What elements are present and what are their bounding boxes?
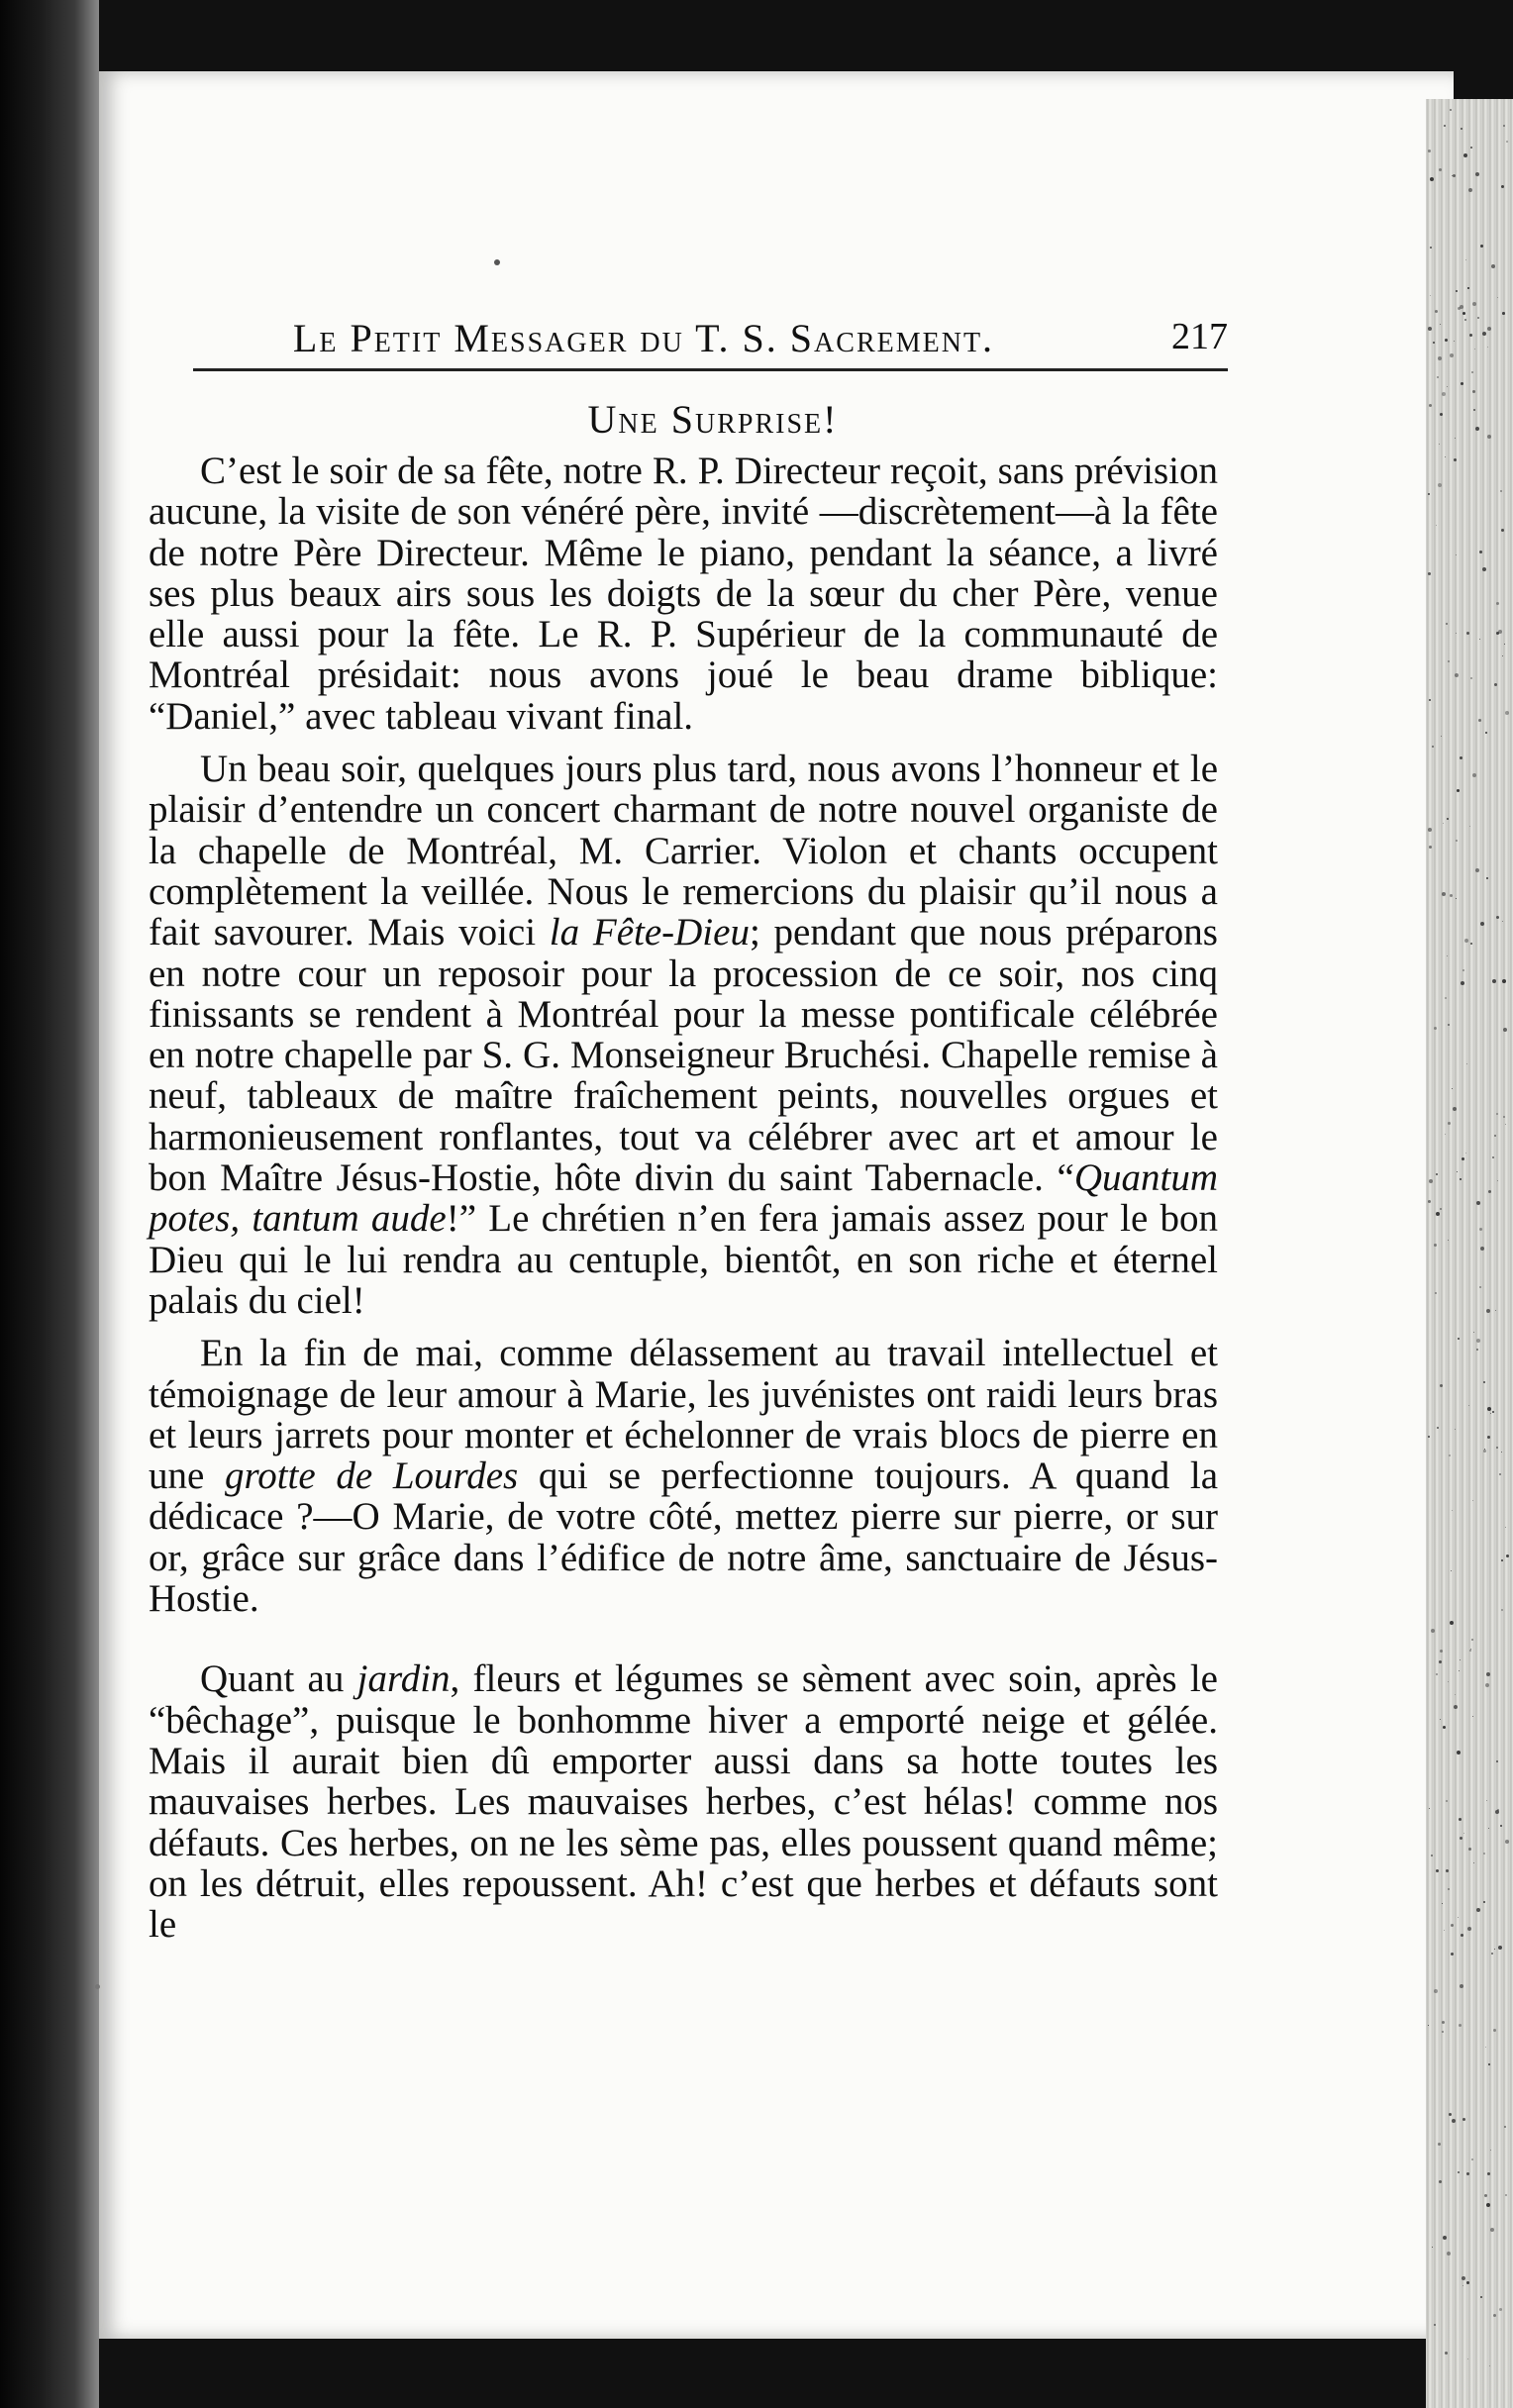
speckle xyxy=(1435,1292,1437,1294)
speckle xyxy=(1502,921,1503,922)
italic-phrase: jardin xyxy=(356,1657,451,1701)
speckle xyxy=(1448,660,1450,662)
speckle xyxy=(1497,1180,1498,1181)
speckle xyxy=(1501,529,1504,532)
speckle xyxy=(1450,353,1454,357)
speckle xyxy=(1472,1500,1473,1501)
speckle xyxy=(1445,997,1447,999)
speckle xyxy=(1488,2063,1490,2065)
speckle xyxy=(1498,630,1502,634)
speckle xyxy=(1505,1840,1509,1844)
speckle xyxy=(1454,341,1455,342)
speckle xyxy=(1470,943,1472,945)
running-title: Le Petit Messager du T. S. Sacrement. xyxy=(292,316,995,360)
speckle xyxy=(1463,969,1464,971)
speckle xyxy=(1428,493,1430,495)
speckle xyxy=(1428,327,1432,331)
speckle xyxy=(1473,1332,1474,1333)
speckle xyxy=(1499,1473,1501,1475)
speckle xyxy=(1497,1809,1499,1811)
speckle xyxy=(1459,1670,1460,1671)
speckle xyxy=(1479,1228,1482,1231)
speckle xyxy=(1490,2228,1494,2232)
speckle xyxy=(1439,1660,1442,1663)
speckle xyxy=(1440,1208,1442,1210)
speckle xyxy=(1456,554,1457,555)
speckle xyxy=(1470,677,1472,679)
speckle xyxy=(1498,1946,1502,1950)
speckle xyxy=(1501,1609,1503,1611)
paragraph-text: C’est le soir de sa fête, notre R. P. Directeur reçoit, sans prévision aucune, la visite de son vénéré père, invité —discrètement—à la fête de notre Père Directeur. Même le piano, pendant la séance, a livré ses plus beaux airs sous les doigts de la sœur du cher Père, venue elle aussi pour la fête. Le R. P. Supérieur de la communauté de Montréal présidait: nous avons joué le beau drame biblique: “Daniel,” avec tableau vivant final. xyxy=(149,450,1218,738)
speckle xyxy=(1428,1436,1430,1438)
speckle xyxy=(1496,1760,1498,1762)
paragraph xyxy=(149,1658,1218,1945)
speckle xyxy=(1500,490,1502,492)
speckle xyxy=(1455,438,1456,439)
speckle xyxy=(1475,172,1479,176)
speckle xyxy=(1494,1949,1495,1950)
speckle xyxy=(1438,356,1442,360)
speckle xyxy=(1436,1869,1439,1872)
speckle xyxy=(1439,444,1440,445)
speckle xyxy=(1446,1869,1449,1872)
speckle xyxy=(1490,2150,1491,2151)
speckle xyxy=(1429,404,1432,407)
page-number: 217 xyxy=(1171,316,1228,357)
speckle xyxy=(1440,1384,1443,1387)
speckle xyxy=(1493,2314,1496,2317)
speckle xyxy=(1461,981,1464,985)
speckle xyxy=(1475,427,1479,431)
speckle xyxy=(1442,892,1446,896)
speckle xyxy=(1440,324,1441,325)
speckle xyxy=(1428,1200,1431,1203)
speckle xyxy=(1441,736,1442,737)
paragraph xyxy=(149,1333,1218,1619)
speckle xyxy=(1491,264,1495,268)
speckle xyxy=(1485,732,1487,734)
speckle xyxy=(1431,1855,1433,1856)
speckle xyxy=(1503,1028,1507,1032)
speckle xyxy=(1496,916,1499,919)
speckle xyxy=(1503,1116,1505,1118)
speckle xyxy=(1440,1719,1441,1720)
speckle xyxy=(1445,456,1446,457)
speckle xyxy=(1439,2180,1442,2183)
speckle xyxy=(1456,633,1457,634)
speckle xyxy=(1487,1436,1490,1439)
speckle xyxy=(1492,979,1496,983)
speckle xyxy=(1494,1135,1496,1137)
speckle xyxy=(1502,312,1505,315)
speckle xyxy=(1462,2276,1465,2280)
speckle xyxy=(1444,1930,1445,1931)
speckle xyxy=(1483,1381,1485,1383)
speckle xyxy=(1440,1650,1443,1653)
speckle xyxy=(1461,1934,1463,1937)
speckle xyxy=(1455,1429,1456,1430)
speckle xyxy=(1444,125,1446,127)
speckle xyxy=(1463,2118,1465,2121)
speckle xyxy=(1500,1825,1502,1827)
speckle xyxy=(1460,756,1463,759)
speckle xyxy=(1458,1338,1460,1340)
speckle xyxy=(1476,1339,1480,1343)
paragraph-text: qui se perfectionne toujours. A quand la dédicace ?—O Marie, de votre côté, mettez pierre sur pierre, or sur or, grâce sur grâce dans l’édifice de notre âme, sanctuaire de Jésus-Hostie. xyxy=(149,1455,1218,1621)
speckle xyxy=(1480,1247,1484,1251)
speckle xyxy=(1452,2119,1456,2123)
paragraph-text: !” Le chrétien n’en fera jamais assez pour le bon Dieu qui le lui rendra au centuple, bientôt, en son riche et éternel palais du ciel! xyxy=(149,1197,1218,1322)
speckle xyxy=(1462,1157,1464,1160)
paragraph-text: , fleurs et légumes se sèment avec soin, après le “bêchage”, puisque le bonhomme hiver a emporté neige et gélée. Mais il aurait bien dû emporter aussi dans sa hotte toutes les mauvaises herbes. Les mauvaises herbes, c’est hélas! comme nos défauts. Ces herbes, on ne les sème pas, elles poussent quand même; on les détruit, elles repoussent. Ah! c’est que herbes et défauts sont le xyxy=(149,1657,1218,1947)
speckle xyxy=(1502,655,1503,656)
speckle xyxy=(1448,1024,1450,1026)
speckle xyxy=(1490,1413,1491,1414)
page-stack-edge xyxy=(1426,99,1513,2408)
paragraph xyxy=(149,749,1218,1321)
speckle xyxy=(1483,1450,1486,1453)
speckle xyxy=(1496,1447,1498,1449)
speckle xyxy=(1465,1153,1466,1154)
speckle xyxy=(1491,1953,1493,1955)
speckle xyxy=(1487,327,1491,331)
speckle xyxy=(1428,150,1431,152)
speckle xyxy=(1464,319,1466,321)
speckle xyxy=(1456,840,1458,842)
speckle xyxy=(1445,339,1448,342)
speckle xyxy=(1428,2025,1429,2026)
speckle xyxy=(1430,177,1434,181)
speckle xyxy=(1472,390,1475,393)
speckle xyxy=(1497,297,1498,298)
speckle xyxy=(1454,458,1457,461)
italic-phrase: la Fête-Dieu xyxy=(549,911,750,954)
speckle xyxy=(1457,1751,1461,1755)
paragraph-text: ; pendant que nous préparons en notre cour un reposoir pour la procession de ce soir, nos cinq finissants se rendent à Montréal pour la messe pontificale célébrée en notre chapelle par S. G. Monseigneur Bruchési. Chapelle remise à neuf, tableaux de maître fraîchement peints, nouvelles orgues et harmonieusement ronflantes, tout va célébrer avec art et amour le bon Maître Jésus-Hostie, hôte divin du saint Tabernacle. “ xyxy=(149,911,1218,1200)
speckle xyxy=(1470,147,1472,149)
speckle xyxy=(1461,128,1463,130)
speckle xyxy=(1435,310,1438,313)
speckle xyxy=(1442,1903,1443,1904)
speckle xyxy=(1437,376,1439,378)
speckle xyxy=(1460,1984,1463,1988)
speckle xyxy=(1429,1179,1433,1183)
speckle xyxy=(1448,1681,1449,1682)
speckle xyxy=(1472,1716,1473,1717)
speckle xyxy=(1469,826,1470,827)
speckle xyxy=(1471,2158,1473,2160)
speckle xyxy=(1445,1134,1446,1135)
speckle xyxy=(1505,1527,1506,1528)
speckle xyxy=(1449,2113,1452,2116)
speckle xyxy=(1448,1122,1451,1125)
speckle xyxy=(1443,2236,1447,2240)
speckle xyxy=(1432,746,1434,748)
speckle xyxy=(1504,2126,1506,2128)
speckle xyxy=(1449,1455,1451,1456)
ink-speck xyxy=(494,259,500,265)
article-title: Une Surprise! xyxy=(587,397,839,442)
speckle xyxy=(1465,259,1466,260)
speckle xyxy=(1428,828,1432,832)
speckle xyxy=(1468,1405,1469,1406)
speckle xyxy=(1486,1309,1490,1313)
speckle xyxy=(1456,290,1458,292)
speckle xyxy=(1486,877,1488,879)
speckle xyxy=(1506,1555,1509,1557)
speckle xyxy=(1482,332,1486,336)
speckle xyxy=(1475,868,1479,872)
speckle xyxy=(1496,602,1499,605)
speckle xyxy=(1488,1190,1491,1193)
speckle xyxy=(1476,1201,1480,1205)
speckle xyxy=(1471,371,1473,373)
speckle xyxy=(1476,1349,1478,1351)
speckle xyxy=(1504,644,1505,645)
speckle xyxy=(1436,1212,1440,1216)
ink-speck xyxy=(95,1984,100,1989)
speckle xyxy=(1447,955,1448,956)
speckle xyxy=(1458,1917,1459,1918)
speckle xyxy=(1438,2143,1441,2146)
speckle xyxy=(1487,2172,1490,2175)
speckle xyxy=(1440,413,1443,416)
speckle xyxy=(1443,823,1444,824)
speckle xyxy=(1446,1800,1448,1802)
speckle xyxy=(1492,1156,1494,1158)
speckle xyxy=(1479,639,1480,640)
speckle xyxy=(1429,846,1432,849)
speckle xyxy=(1466,2172,1469,2175)
speckle xyxy=(1452,1510,1453,1511)
header-rule xyxy=(193,368,1228,371)
speckle xyxy=(1436,525,1437,526)
speckle xyxy=(1474,349,1475,350)
speckle xyxy=(1453,1107,1457,1111)
speckle xyxy=(1463,312,1465,315)
speckle xyxy=(1493,2029,1496,2032)
speckle xyxy=(1501,185,1504,188)
speckle xyxy=(1483,1853,1485,1855)
speckle xyxy=(1499,2308,1502,2311)
speckle xyxy=(1502,979,1506,983)
italic-phrase: Quantum potes, tantum aude xyxy=(149,1156,1218,1241)
speckle xyxy=(1438,483,1442,487)
speckle xyxy=(1437,1427,1439,1429)
speckle xyxy=(1460,1178,1462,1180)
speckle xyxy=(1477,317,1479,319)
paragraph-text: En la fin de mai, comme délassement au travail intellectuel et témoignage de leur amour à Marie, les juvénistes ont raidi leurs bras et leurs jarrets pour monter et échelonner de vrais blocs de pierre en une xyxy=(149,1332,1218,1498)
speckle xyxy=(1492,1411,1494,1413)
speckle xyxy=(1431,1629,1435,1633)
speckle xyxy=(1505,711,1509,715)
speckle xyxy=(1453,174,1456,177)
speckle xyxy=(1456,898,1457,899)
paragraph xyxy=(149,451,1218,737)
speckle xyxy=(1448,1240,1449,1241)
speckle xyxy=(1457,789,1460,792)
speckle xyxy=(1478,719,1481,722)
speckle xyxy=(1479,1286,1481,1288)
paragraph-text: Quant au xyxy=(200,1657,357,1701)
speckle xyxy=(1484,2194,1487,2197)
speckle xyxy=(1434,2324,1436,2326)
speckle xyxy=(1434,1027,1437,1030)
speckle xyxy=(1471,1639,1473,1641)
speckle xyxy=(1505,2194,1507,2196)
speckle xyxy=(1486,1800,1487,1801)
speckle xyxy=(1482,567,1486,571)
speckle xyxy=(1460,1837,1463,1840)
speckle xyxy=(1457,1171,1458,1172)
speckle xyxy=(1430,295,1431,296)
speckle xyxy=(1496,1113,1498,1115)
speckle xyxy=(1468,1848,1471,1851)
speckle xyxy=(1436,1673,1438,1675)
speckle xyxy=(1463,1833,1464,1834)
speckle xyxy=(1501,1559,1503,1561)
speckle xyxy=(1432,2247,1433,2248)
speckle xyxy=(1461,382,1463,385)
speckle xyxy=(1470,1649,1471,1650)
speckle xyxy=(1450,894,1453,897)
speckle xyxy=(1450,109,1452,111)
speckle xyxy=(1472,773,1476,777)
article-body xyxy=(149,451,1218,1945)
speckle xyxy=(1443,1726,1446,1729)
speckle xyxy=(1467,287,1469,289)
running-head xyxy=(198,315,1228,364)
speckle xyxy=(1505,1124,1506,1125)
speckle xyxy=(1428,572,1431,575)
speckle xyxy=(1439,168,1442,171)
speckle xyxy=(1501,1452,1502,1453)
speckle xyxy=(1487,1407,1491,1411)
speckle xyxy=(1452,1088,1453,1089)
speckle xyxy=(1429,699,1431,701)
speckle xyxy=(1494,683,1497,686)
speckle xyxy=(1495,1310,1496,1311)
speckle xyxy=(1472,302,1476,306)
speckle xyxy=(1450,1621,1454,1625)
speckle xyxy=(1486,2203,1490,2207)
speckle xyxy=(1480,922,1484,926)
speckle xyxy=(1454,1705,1458,1709)
speckle xyxy=(1458,307,1461,310)
speckle xyxy=(1442,2031,1444,2033)
speckle xyxy=(1464,939,1468,943)
speckle xyxy=(1451,1570,1452,1571)
speckle xyxy=(1467,1927,1471,1931)
speckle xyxy=(1469,334,1472,337)
speckle xyxy=(1480,245,1483,248)
speckle xyxy=(1436,1173,1438,1175)
speckle xyxy=(1442,2021,1445,2024)
speckle xyxy=(1451,1924,1454,1927)
paragraph-text: Un beau soir, quelques jours plus tard, nous avons l’honneur et le plaisir d’entendre un concert charmant de notre nouvel organiste de la chapelle de Montréal, M. Carrier. Violon et chants occupent complètement la veillée. Nous le remercions du plaisir qu’il nous a fait savourer. Mais voici xyxy=(149,748,1218,954)
speckle xyxy=(1460,1659,1461,1660)
speckle xyxy=(1476,1908,1480,1912)
speckle xyxy=(1434,1244,1437,1247)
speckle xyxy=(1430,247,1432,249)
speckle xyxy=(1446,623,1448,625)
speckle xyxy=(1479,551,1482,553)
speckle xyxy=(1480,2296,1482,2298)
speckle xyxy=(1459,2024,1462,2027)
speckle xyxy=(1483,1901,1485,1903)
speckle xyxy=(1451,1953,1454,1956)
speckle xyxy=(1447,818,1449,820)
speckle xyxy=(1433,342,1435,344)
speckle xyxy=(1488,1828,1489,1829)
speckle xyxy=(1487,435,1491,439)
speckle xyxy=(1466,1063,1467,1064)
speckle xyxy=(1447,2252,1451,2256)
speckle xyxy=(1463,153,1467,157)
speckle xyxy=(1473,409,1475,411)
speckle xyxy=(1459,1818,1462,1821)
speckle xyxy=(1486,1672,1490,1676)
speckle xyxy=(1489,2365,1490,2366)
speckle xyxy=(1469,1650,1471,1652)
speckle xyxy=(1448,1888,1450,1890)
speckle xyxy=(1442,392,1446,396)
speckle xyxy=(1473,1862,1474,1863)
speckle xyxy=(1445,2352,1448,2355)
speckle xyxy=(1447,386,1448,387)
speckle xyxy=(1468,188,1472,192)
speckle xyxy=(1503,125,1505,127)
speckle xyxy=(1455,1694,1456,1695)
speckle xyxy=(1429,1808,1430,1809)
speckle xyxy=(1458,2171,1460,2173)
speckle xyxy=(1466,2281,1469,2284)
speckle xyxy=(1485,1683,1489,1687)
speckle xyxy=(1485,2047,1486,2048)
italic-phrase: grotte de Lourdes xyxy=(224,1455,519,1498)
speckle xyxy=(1434,1989,1438,1993)
speckle xyxy=(1467,2358,1468,2359)
speckle xyxy=(1455,673,1459,677)
speckle xyxy=(1506,141,1508,143)
book-gutter-shadow xyxy=(0,0,99,2408)
speckle xyxy=(1487,347,1488,348)
speckle xyxy=(1466,632,1469,635)
